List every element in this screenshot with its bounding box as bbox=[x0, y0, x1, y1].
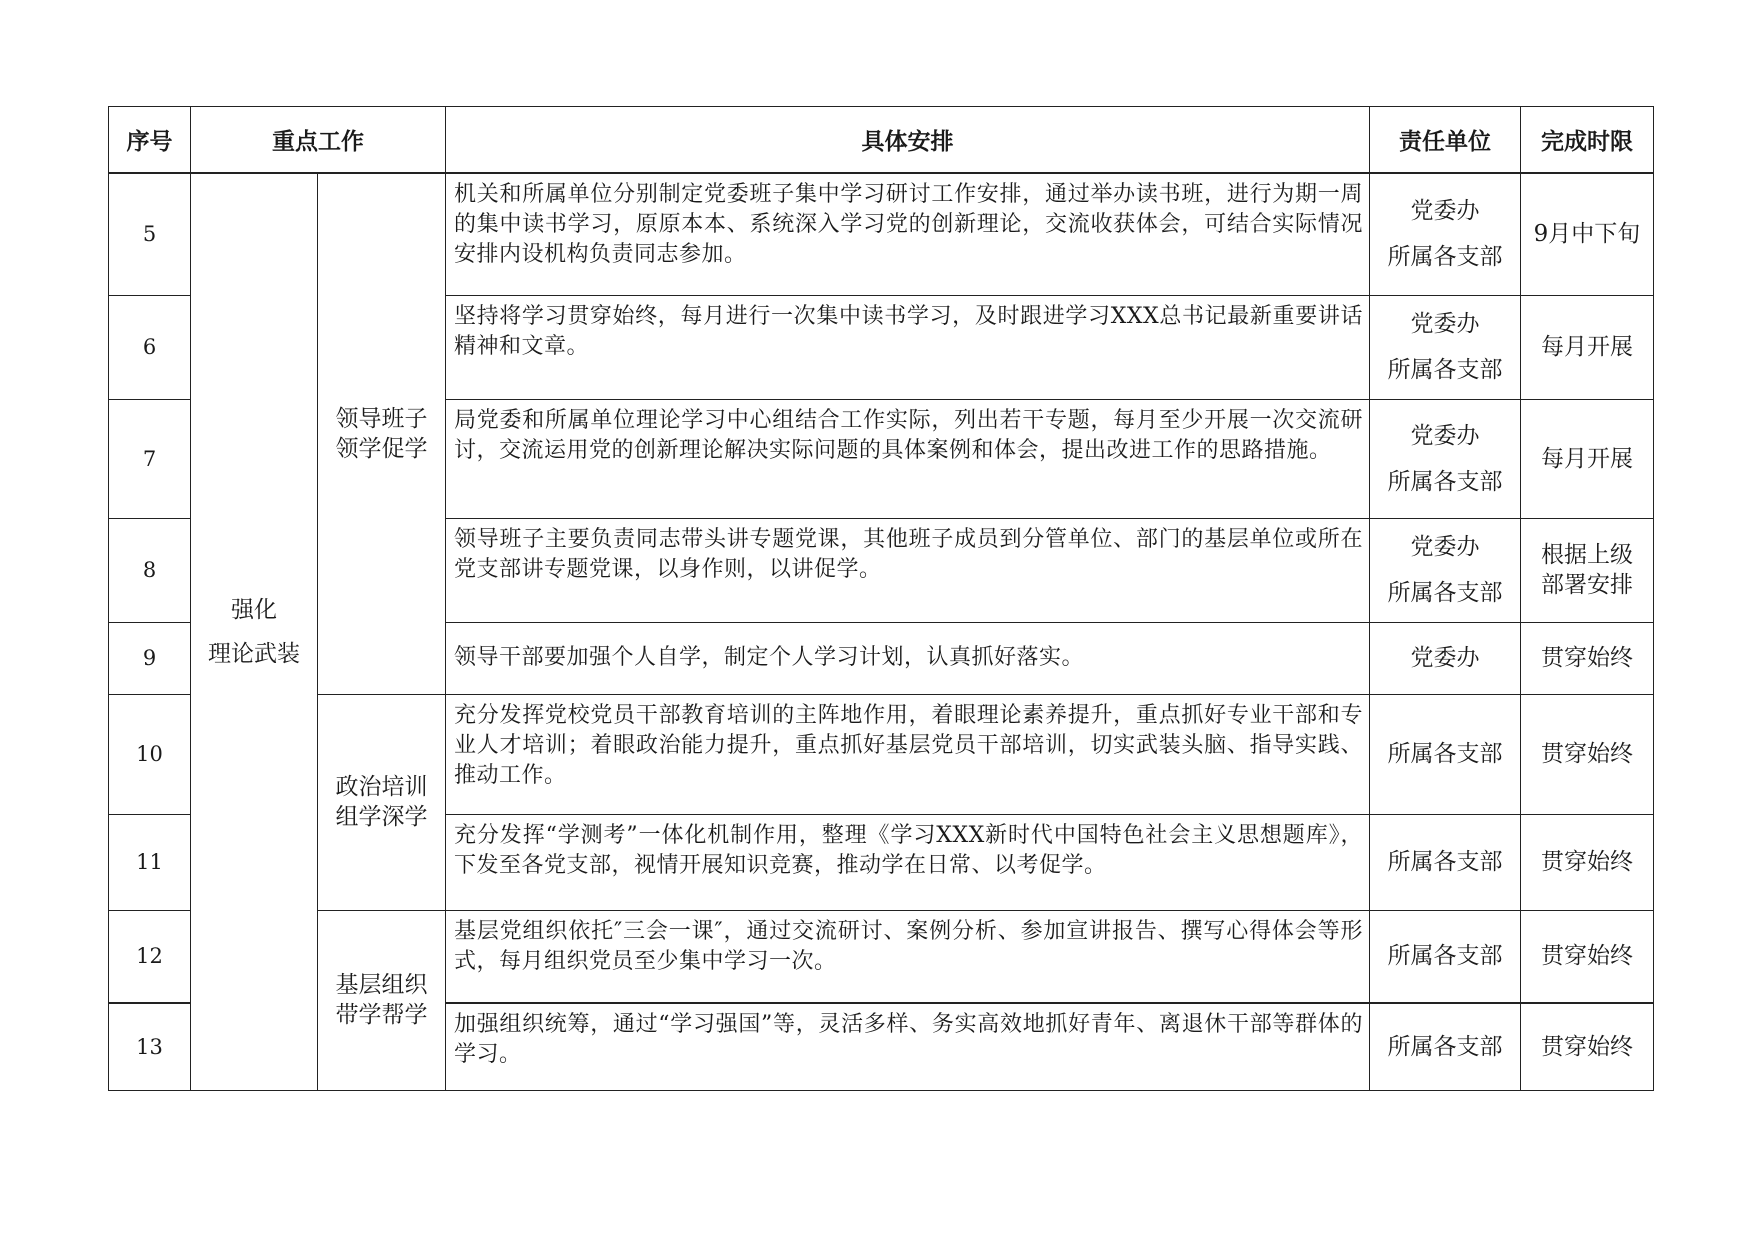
subcategory-leaders-line1: 领导班子 bbox=[335, 405, 428, 432]
row-detail: 充分发挥“学测考”一体化机制作用，整理《学习XXX新时代中国特色社会主义思想题库》，下发至各党支部，视情开展知识竞赛，推动学在日常、以考促学。 bbox=[446, 814, 1370, 910]
table-row bbox=[109, 173, 1654, 295]
subcategory-grassroots bbox=[318, 910, 446, 1090]
unit-line1: 党委办 bbox=[1410, 422, 1480, 449]
row-deadline: 贯穿始终 bbox=[1521, 814, 1654, 910]
subcategory-training-line2: 组学深学 bbox=[335, 804, 428, 830]
row-unit: 所属各支部 bbox=[1370, 694, 1521, 814]
row-detail: 加强组织统筹，通过“学习强国”等，灵活多样、务实高效地抓好青年、离退休干部等群体的学习。 bbox=[446, 1003, 1370, 1090]
unit-line1: 党委办 bbox=[1410, 198, 1480, 225]
row-deadline: 贯穿始终 bbox=[1521, 694, 1654, 814]
header-key-work: 重点工作 bbox=[191, 107, 446, 174]
row-deadline: 贯穿始终 bbox=[1521, 622, 1654, 694]
row-number: 5 bbox=[109, 173, 191, 295]
unit-line2: 所属各支部 bbox=[1387, 357, 1503, 383]
table-row bbox=[109, 694, 1654, 814]
row-deadline bbox=[1521, 518, 1654, 622]
unit-line1: 党委办 bbox=[1410, 534, 1480, 560]
row-detail: 局党委和所属单位理论学习中心组结合工作实际，列出若干专题，每月至少开展一次交流研讨，交流运用党的创新理论解决实际问题的具体案例和体会，提出改进工作的思路措施。 bbox=[446, 399, 1370, 518]
row-deadline: 9月中下旬 bbox=[1521, 173, 1654, 295]
subcategory-grassroots-line1: 基层组织 bbox=[335, 972, 428, 998]
row-unit bbox=[1370, 295, 1521, 399]
row-detail: 机关和所属单位分别制定党委班子集中学习研讨工作安排，通过举办读书班，进行为期一周的集中读书学习，原原本本、系统深入学习党的创新理论，交流收获体会，可结合实际情况安排内设机构负责同志参加。 bbox=[446, 173, 1370, 295]
row-unit: 所属各支部 bbox=[1370, 910, 1521, 1003]
row-unit: 党委办 bbox=[1370, 622, 1521, 694]
row-number: 8 bbox=[109, 518, 191, 622]
subcategory-training bbox=[318, 694, 446, 910]
table-header-row bbox=[109, 107, 1654, 174]
row-detail: 领导班子主要负责同志带头讲专题党课，其他班子成员到分管单位、部门的基层单位或所在党支部讲专题党课，以身作则，以讲促学。 bbox=[446, 518, 1370, 622]
header-num: 序号 bbox=[109, 107, 191, 174]
deadline-line1: 根据上级 bbox=[1541, 542, 1633, 568]
row-number: 6 bbox=[109, 295, 191, 399]
row-unit: 所属各支部 bbox=[1370, 1003, 1521, 1090]
subcategory-training-line1: 政治培训 bbox=[335, 774, 428, 800]
row-number: 7 bbox=[109, 399, 191, 518]
row-deadline: 贯穿始终 bbox=[1521, 910, 1654, 1003]
row-number: 10 bbox=[109, 694, 191, 814]
header-deadline: 完成时限 bbox=[1521, 107, 1654, 174]
category-line1: 强化 bbox=[231, 596, 277, 623]
category-line2: 理论武装 bbox=[208, 640, 300, 667]
unit-line2: 所属各支部 bbox=[1387, 244, 1503, 271]
subcategory-leaders-line2: 领学促学 bbox=[335, 435, 428, 462]
work-plan-table bbox=[108, 106, 1654, 1091]
row-deadline: 每月开展 bbox=[1521, 399, 1654, 518]
row-detail: 基层党组织依托″三会一课″，通过交流研讨、案例分析、参加宣讲报告、撰写心得体会等形式，每月组织党员至少集中学习一次。 bbox=[446, 910, 1370, 1003]
header-detail: 具体安排 bbox=[446, 107, 1370, 174]
category-cell bbox=[191, 173, 318, 1090]
row-number: 9 bbox=[109, 622, 191, 694]
row-deadline: 每月开展 bbox=[1521, 295, 1654, 399]
subcategory-leaders bbox=[318, 173, 446, 694]
row-unit: 所属各支部 bbox=[1370, 814, 1521, 910]
row-number: 13 bbox=[109, 1003, 191, 1090]
header-unit: 责任单位 bbox=[1370, 107, 1521, 174]
row-number: 12 bbox=[109, 910, 191, 1003]
row-detail: 领导干部要加强个人自学，制定个人学习计划，认真抓好落实。 bbox=[446, 622, 1370, 694]
unit-line1: 党委办 bbox=[1410, 311, 1480, 337]
row-number: 11 bbox=[109, 814, 191, 910]
row-deadline: 贯穿始终 bbox=[1521, 1003, 1654, 1090]
table-row bbox=[109, 910, 1654, 1003]
row-detail: 坚持将学习贯穿始终，每月进行一次集中读书学习，及时跟进学习XXX总书记最新重要讲话精神和文章。 bbox=[446, 295, 1370, 399]
subcategory-grassroots-line2: 带学帮学 bbox=[335, 1002, 428, 1028]
deadline-line2: 部署安排 bbox=[1541, 572, 1633, 598]
row-detail: 充分发挥党校党员干部教育培训的主阵地作用，着眼理论素养提升，重点抓好专业干部和专业人才培训；着眼政治能力提升，重点抓好基层党员干部培训，切实武装头脑、指导实践、推动工作。 bbox=[446, 694, 1370, 814]
row-unit bbox=[1370, 173, 1521, 295]
row-unit bbox=[1370, 399, 1521, 518]
unit-line2: 所属各支部 bbox=[1387, 580, 1503, 606]
row-unit bbox=[1370, 518, 1521, 622]
unit-line2: 所属各支部 bbox=[1387, 468, 1503, 495]
